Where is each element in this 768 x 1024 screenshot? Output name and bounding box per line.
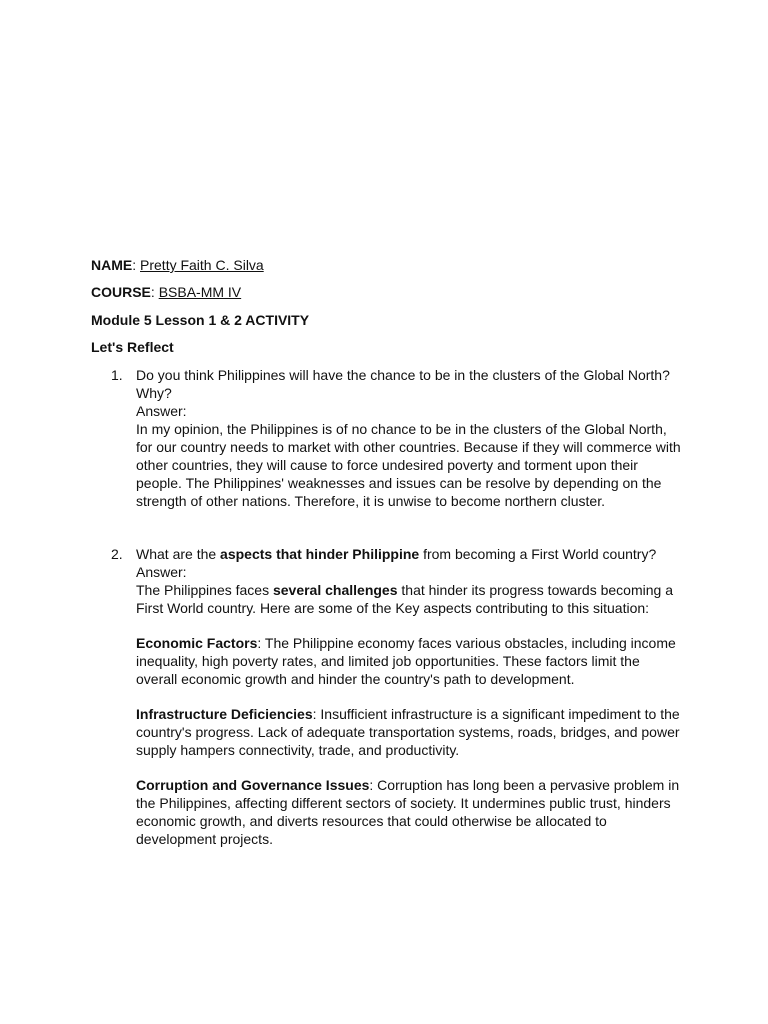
- factor-infrastructure: [136, 705, 681, 759]
- name-label: NAME: [91, 257, 133, 273]
- question-2-bold: aspects that hinder Philippine: [220, 546, 420, 562]
- factor-text: : Corruption has long been a pervasive problem in the Philippines, affecting different sectors of society. It undermines public trust, hinders economic growth, and diverts resources that could otherwise be allocated to development projects.: [136, 777, 680, 847]
- question-2-block: [136, 545, 681, 848]
- question-1-answer: In my opinion, the Philippines is of no chance to be in the clusters of the Global North, for our country needs to market with other countries. Because if they will commerce with other countries, they will cause to force undesired poverty and torment upon their people. The Philippines' weaknesses and issues can be resolve by depending on the strength of other nations. Therefore, it is unwise to become northern cluster.: [136, 421, 681, 509]
- intro-post: that hinder its progress towards becoming a First World country. Here are some of the Key aspects contributing to this situation:: [136, 582, 673, 616]
- factor-title: Corruption and Governance Issues: [136, 777, 370, 793]
- factor-economic: [136, 634, 681, 688]
- question-2-pre: What are the: [136, 546, 221, 562]
- question-1-text: Do you think Philippines will have the chance to be in the clusters of the Global North? Why?: [136, 367, 670, 401]
- name-line: NAME: Pretty Faith C. Silva: [91, 257, 264, 273]
- question-1-block: [136, 366, 681, 510]
- intro-bold: several challenges: [272, 582, 398, 598]
- question-2-number: 2.: [111, 546, 123, 562]
- course-label: COURSE: [91, 284, 151, 300]
- module-title: Module 5 Lesson 1 & 2 ACTIVITY: [91, 312, 310, 328]
- section-title: Let's Reflect: [91, 339, 174, 355]
- factor-title: Infrastructure Deficiencies: [136, 706, 313, 722]
- question-2-intro: [136, 581, 681, 617]
- factor-title: Economic Factors: [136, 635, 258, 651]
- intro-pre: The Philippines faces: [136, 582, 273, 598]
- question-1-number: 1.: [111, 367, 123, 383]
- course-line: COURSE: BSBA-MM IV: [91, 284, 242, 300]
- question-2-text: [136, 545, 681, 563]
- factor-corruption: [136, 776, 681, 848]
- name-value: Pretty Faith C. Silva: [140, 257, 264, 273]
- factor-text: : The Philippine economy faces various obstacles, including income inequality, high poverty rates, and limited job opportunities. These factors limit the overall economic growth and hinder the country's path to development.: [136, 635, 676, 687]
- question-1-answer-label: Answer:: [136, 403, 187, 419]
- factor-text: : Insufficient infrastructure is a significant impediment to the country's progress. Lack of adequate transportation systems, roads, bridges, and power supply hampers connectivity, trade, and productivity.: [136, 706, 680, 758]
- course-value: BSBA-MM IV: [158, 284, 242, 300]
- question-2-answer-label: Answer:: [136, 564, 187, 580]
- question-2-post: from becoming a First World country?: [419, 546, 657, 562]
